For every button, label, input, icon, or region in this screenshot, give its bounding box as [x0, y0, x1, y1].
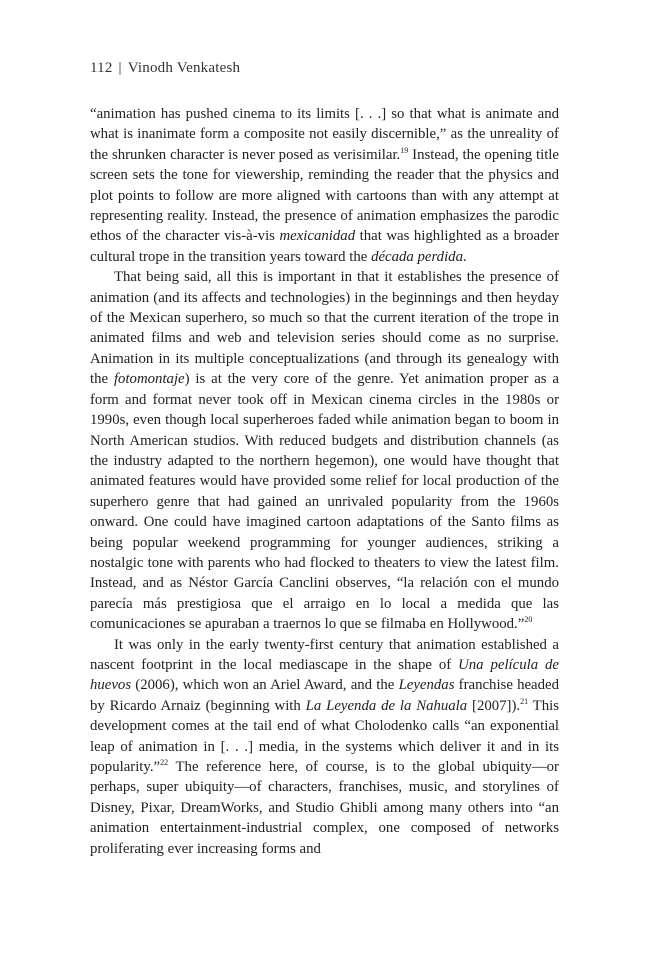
running-head-author: Vinodh Venkatesh — [127, 60, 241, 76]
text-run: “animation has pushed cinema to its limits [. . .] so that what is animate and what is inanimate form a composite not easily discernible,” as the unreality of the shrunken character is never posed as verisimilar. — [90, 106, 559, 163]
footnote-marker: 21 — [520, 696, 529, 706]
footnote-marker: 19 — [400, 145, 409, 155]
paragraph — [90, 635, 559, 859]
italic-text: década perdida — [371, 248, 463, 265]
footnote-marker: 22 — [160, 758, 169, 768]
paragraph — [90, 267, 559, 634]
text-run: Instead, the opening title screen sets the tone for viewership, reminding the reader that the physics and plot points to follow are more aligned with cartoons than with any attempt at representing reality. Instead, the presence of animation emphasizes the parodic ethos of the character vis-à-vis — [90, 146, 559, 245]
italic-text: Leyendas — [398, 677, 455, 694]
body-text — [90, 104, 559, 859]
italic-text: mexicanidad — [279, 228, 356, 245]
running-head-separator: | — [118, 60, 122, 76]
running-head — [90, 60, 240, 77]
text-run: ) is at the very core of the genre. Yet animation proper as a form and format never took off in Mexican cinema circles in the 1980s or 1990s, even though local superheroes faded while animation began to boom in North American studios. With reduced budgets and distribution channels (as the industry adapted to the northern hegemon), one would have thought that animated features would have provided some relief for local production of the superhero genre that had gained an unrivaled popularity from the 1960s onward. One could have imagined cartoon adaptations of the Santo films as being popular weekend programming for younger audiences, striking a nostalgic tone with parents who had flocked to theaters to view the latest film. Instead, and as Néstor García Canclini observes, “la relación con el mundo parecía más prestigiosa que el arraigo en lo local a medida que las comunicaciones se apuraban a traernos lo que se filmaba en Hollywood.” — [90, 371, 559, 633]
text-run: That being said, all this is important in that it establishes the presence of animation (and its affects and technologies) in the beginnings and then heyday of the Mexican superhero, so much so that the current iteration of the trope in animated films and web and television series should come as no surprise. Animation in its multiple conceptualizations (and through its genealogy with the — [90, 269, 559, 388]
text-run: (2006), which won an Ariel Award, and the — [131, 677, 399, 694]
italic-text: Una película de huevos — [90, 656, 560, 694]
italic-text: La Leyenda de la Nahuala — [305, 697, 468, 714]
text-run: It was only in the early twenty-first century that animation established a nascent footprint in the local mediascape in the shape of — [90, 636, 559, 673]
text-run: This development comes at the tail end of what Cholodenko calls “an exponential leap of animation in [. . .] media, in the systems which deliver it and in its popularity.” — [90, 697, 559, 775]
text-run: franchise headed by Ricardo Arnaiz (beginning with — [90, 677, 559, 714]
text-run: that was highlighted as a broader cultural trope in the transition years toward the — [90, 228, 559, 265]
text-run: . — [462, 248, 467, 265]
footnote-marker: 20 — [524, 615, 533, 625]
text-run: The reference here, of course, is to the global ubiquity—or perhaps, super ubiquity—of characters, franchises, music, and storylines of Disney, Pixar, DreamWorks, and Studio Ghibli among many others into “an animation entertainment-industrial complex, one composed of networks proliferating ever increasing forms and — [90, 759, 559, 857]
italic-text: fotomontaje — [113, 371, 185, 388]
text-run: [2007]). — [467, 697, 521, 714]
paragraph — [90, 104, 559, 267]
page-number: 112 — [90, 60, 113, 76]
